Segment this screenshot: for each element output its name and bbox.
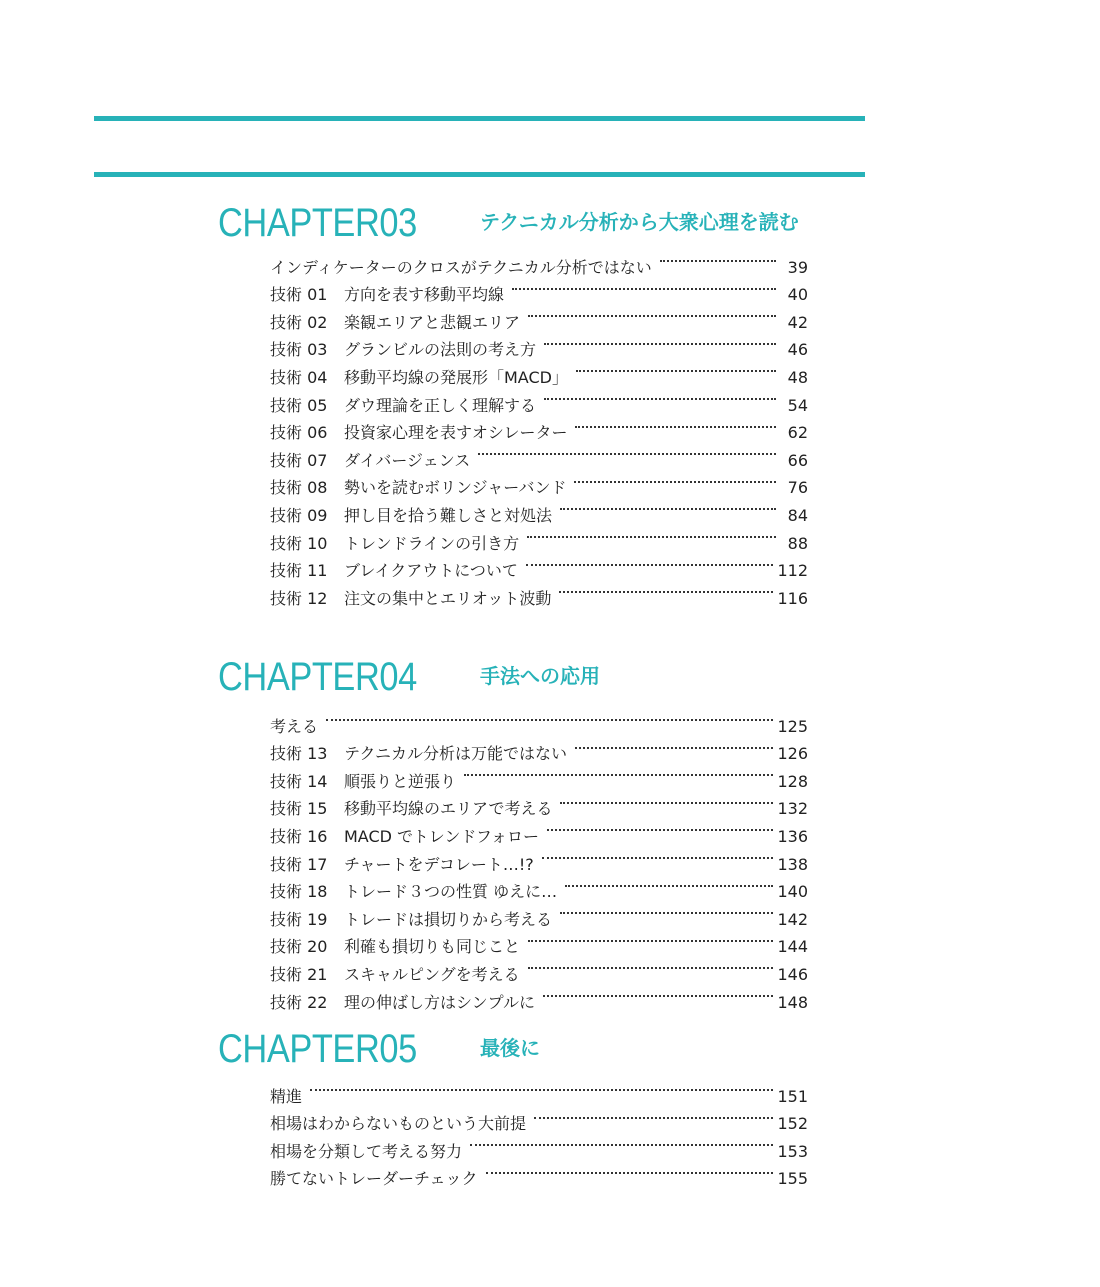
dot-leader bbox=[486, 1157, 774, 1185]
chapter-05 bbox=[218, 1027, 818, 1189]
toc-entry-label bbox=[270, 713, 318, 741]
page-number: 152 bbox=[777, 1114, 808, 1134]
toc-entry-label bbox=[270, 447, 470, 475]
page-number: 155 bbox=[777, 1169, 808, 1189]
toc-entry-label bbox=[270, 1138, 462, 1166]
toc-entry-title: トレード３つの性質 ゆえに… bbox=[344, 882, 558, 902]
dot-leader bbox=[464, 759, 773, 787]
dot-leader bbox=[559, 576, 773, 604]
toc-entry-label bbox=[270, 557, 518, 585]
page-number: 128 bbox=[777, 771, 808, 791]
page-number: 116 bbox=[777, 588, 808, 608]
dot-leader bbox=[528, 952, 774, 980]
toc-entry-label bbox=[270, 768, 456, 796]
technique-number: 技術 16 bbox=[270, 826, 328, 846]
toc-entry-title: MACD でトレンドフォロー bbox=[344, 826, 540, 846]
toc-entry-title: ブレイクアウトについて bbox=[344, 561, 518, 581]
dot-leader bbox=[470, 1129, 773, 1157]
toc-entry-title: 考える bbox=[270, 716, 319, 736]
technique-number: 技術 03 bbox=[270, 340, 328, 360]
technique-number: 技術 05 bbox=[270, 395, 328, 415]
toc-entry-title: ダウ理論を正しく理解する bbox=[344, 395, 537, 415]
toc-entry-title: 理の伸ばし方はシンプルに bbox=[344, 992, 535, 1012]
toc-entry-title: グランビルの法則の考え方 bbox=[344, 340, 537, 360]
dot-leader bbox=[560, 897, 773, 925]
page-number: 40 bbox=[787, 285, 808, 305]
toc-entry-title: 順張りと逆張り bbox=[344, 771, 457, 791]
toc-entry-label bbox=[270, 530, 519, 558]
toc-entry-label bbox=[270, 1165, 478, 1193]
toc-entry-title: 勝てないトレーダーチェック bbox=[270, 1169, 478, 1189]
chapter-header bbox=[218, 1027, 818, 1079]
toc-entry-label bbox=[270, 585, 551, 613]
technique-number: 技術 21 bbox=[270, 964, 328, 984]
toc-entry bbox=[270, 704, 808, 736]
technique-number: 技術 08 bbox=[270, 478, 328, 498]
toc-entry-title: トレンドラインの引き方 bbox=[344, 533, 520, 553]
toc-entry-title: 勢いを読むボリンジャーバンド bbox=[344, 478, 567, 498]
toc-entry-title: インディケーターのクロスがテクニカル分析ではない bbox=[270, 257, 652, 277]
page-number: 88 bbox=[787, 533, 808, 553]
technique-number: 技術 10 bbox=[270, 533, 328, 553]
technique-number: 技術 13 bbox=[270, 744, 328, 764]
toc-entry-title: 移動平均線のエリアで考える bbox=[344, 799, 553, 819]
toc-entry-label bbox=[270, 336, 536, 364]
toc-entry-title: チャートをデコレート…!? bbox=[344, 854, 534, 874]
toc-list bbox=[270, 704, 808, 1012]
technique-number: 技術 07 bbox=[270, 450, 328, 470]
chapter-header bbox=[218, 655, 818, 707]
dot-leader bbox=[544, 383, 776, 411]
toc-entry-title: 注文の集中とエリオット波動 bbox=[344, 588, 552, 608]
page-number: 144 bbox=[777, 937, 808, 957]
second-rule bbox=[94, 172, 865, 177]
toc-entry-label bbox=[270, 878, 557, 906]
dot-leader bbox=[542, 842, 774, 870]
dot-leader bbox=[660, 245, 776, 273]
technique-number: 技術 18 bbox=[270, 882, 328, 902]
page-number: 42 bbox=[787, 312, 808, 332]
page-number: 48 bbox=[787, 367, 808, 387]
toc-entry-label bbox=[270, 933, 520, 961]
dot-leader bbox=[544, 328, 776, 356]
toc-entry-title: 相場を分類して考える努力 bbox=[270, 1141, 463, 1161]
dot-leader bbox=[560, 787, 773, 815]
page-number: 140 bbox=[777, 882, 808, 902]
dot-leader bbox=[326, 704, 773, 732]
page-number: 62 bbox=[787, 423, 808, 443]
toc-list bbox=[270, 245, 808, 608]
toc-entry bbox=[270, 1074, 808, 1106]
chapter-title: 手法への応用 bbox=[480, 664, 600, 688]
toc-entry-label bbox=[270, 364, 568, 392]
dot-leader bbox=[565, 870, 773, 898]
toc-entry-label bbox=[270, 795, 552, 823]
dot-leader bbox=[560, 493, 776, 521]
dot-leader bbox=[575, 732, 773, 760]
dot-leader bbox=[576, 355, 776, 383]
chapter-04 bbox=[218, 655, 818, 1012]
dot-leader bbox=[574, 466, 776, 494]
dot-leader bbox=[478, 438, 776, 466]
dot-leader bbox=[512, 273, 776, 301]
toc-entry-label bbox=[270, 309, 520, 337]
page-number: 125 bbox=[777, 716, 808, 736]
page-number: 153 bbox=[777, 1141, 808, 1161]
toc-entry bbox=[270, 732, 808, 764]
toc-entry-label bbox=[270, 502, 552, 530]
technique-number: 技術 01 bbox=[270, 285, 328, 305]
technique-number: 技術 20 bbox=[270, 937, 328, 957]
chapter-number: CHAPTER03 bbox=[218, 201, 417, 245]
page-number: 39 bbox=[787, 257, 808, 277]
toc-entry-label bbox=[270, 906, 552, 934]
toc-entry-label bbox=[270, 989, 535, 1017]
toc-entry-label bbox=[270, 851, 534, 879]
technique-number: 技術 15 bbox=[270, 799, 328, 819]
dot-leader bbox=[575, 411, 776, 439]
toc-entry-label bbox=[270, 823, 539, 851]
page-number: 126 bbox=[777, 744, 808, 764]
toc-entry-label bbox=[270, 474, 566, 502]
chapter-number: CHAPTER04 bbox=[218, 655, 417, 699]
toc-entry-label bbox=[270, 281, 504, 309]
page-number: 132 bbox=[777, 799, 808, 819]
dot-leader bbox=[543, 980, 773, 1008]
toc-entry-title: 楽観エリアと悲観エリア bbox=[344, 312, 521, 332]
toc-entry-title: スキャルピングを考える bbox=[344, 964, 520, 984]
chapter-03 bbox=[218, 201, 818, 608]
toc-entry-title: 利確も損切りも同じこと bbox=[344, 937, 521, 957]
technique-number: 技術 02 bbox=[270, 312, 328, 332]
toc-entry bbox=[270, 245, 808, 277]
page-number: 148 bbox=[777, 992, 808, 1012]
toc-entry-label bbox=[270, 392, 536, 420]
page-number: 142 bbox=[777, 909, 808, 929]
technique-number: 技術 06 bbox=[270, 423, 328, 443]
chapter-title: 最後に bbox=[480, 1036, 540, 1060]
toc-entry-title: ダイバージェンス bbox=[344, 450, 471, 470]
top-rule bbox=[94, 116, 865, 121]
dot-leader bbox=[547, 814, 773, 842]
dot-leader bbox=[528, 300, 776, 328]
technique-number: 技術 17 bbox=[270, 854, 328, 874]
toc-entry-title: 精進 bbox=[270, 1086, 303, 1106]
technique-number: 技術 04 bbox=[270, 367, 328, 387]
page-number: 136 bbox=[777, 826, 808, 846]
page-number: 66 bbox=[787, 450, 808, 470]
page-number: 46 bbox=[787, 340, 808, 360]
page-number: 76 bbox=[787, 478, 808, 498]
page-number: 146 bbox=[777, 964, 808, 984]
toc-entry bbox=[270, 1102, 808, 1134]
toc-entry-title: 移動平均線の発展形「MACD」 bbox=[344, 367, 568, 387]
toc-entry-title: トレードは損切りから考える bbox=[344, 909, 553, 929]
technique-number: 技術 19 bbox=[270, 909, 328, 929]
page-number: 112 bbox=[777, 561, 808, 581]
page-number: 138 bbox=[777, 854, 808, 874]
toc-list bbox=[270, 1074, 808, 1189]
toc-entry-title: 押し目を拾う難しさと対処法 bbox=[344, 505, 553, 525]
technique-number: 技術 22 bbox=[270, 992, 328, 1012]
toc-entry-title: 方向を表す移動平均線 bbox=[344, 285, 505, 305]
page-number: 54 bbox=[787, 395, 808, 415]
toc-entry-title: 相場はわからないものという大前提 bbox=[270, 1114, 527, 1134]
dot-leader bbox=[528, 925, 773, 953]
technique-number: 技術 11 bbox=[270, 561, 328, 581]
toc-entry-label bbox=[270, 1083, 302, 1111]
toc-entry-title: テクニカル分析は万能ではない bbox=[344, 744, 568, 764]
technique-number: 技術 14 bbox=[270, 771, 328, 791]
chapter-number: CHAPTER05 bbox=[218, 1027, 417, 1071]
chapter-title: テクニカル分析から大衆心理を読む bbox=[480, 210, 799, 234]
dot-leader bbox=[526, 549, 774, 577]
toc-entry-label bbox=[270, 961, 520, 989]
toc-entry-title: 投資家心理を表すオシレーター bbox=[344, 423, 568, 443]
page-number: 151 bbox=[777, 1086, 808, 1106]
dot-leader bbox=[534, 1102, 773, 1130]
dot-leader bbox=[310, 1074, 773, 1102]
page-number: 84 bbox=[787, 505, 808, 525]
technique-number: 技術 09 bbox=[270, 505, 328, 525]
technique-number: 技術 12 bbox=[270, 588, 328, 608]
dot-leader bbox=[527, 521, 776, 549]
